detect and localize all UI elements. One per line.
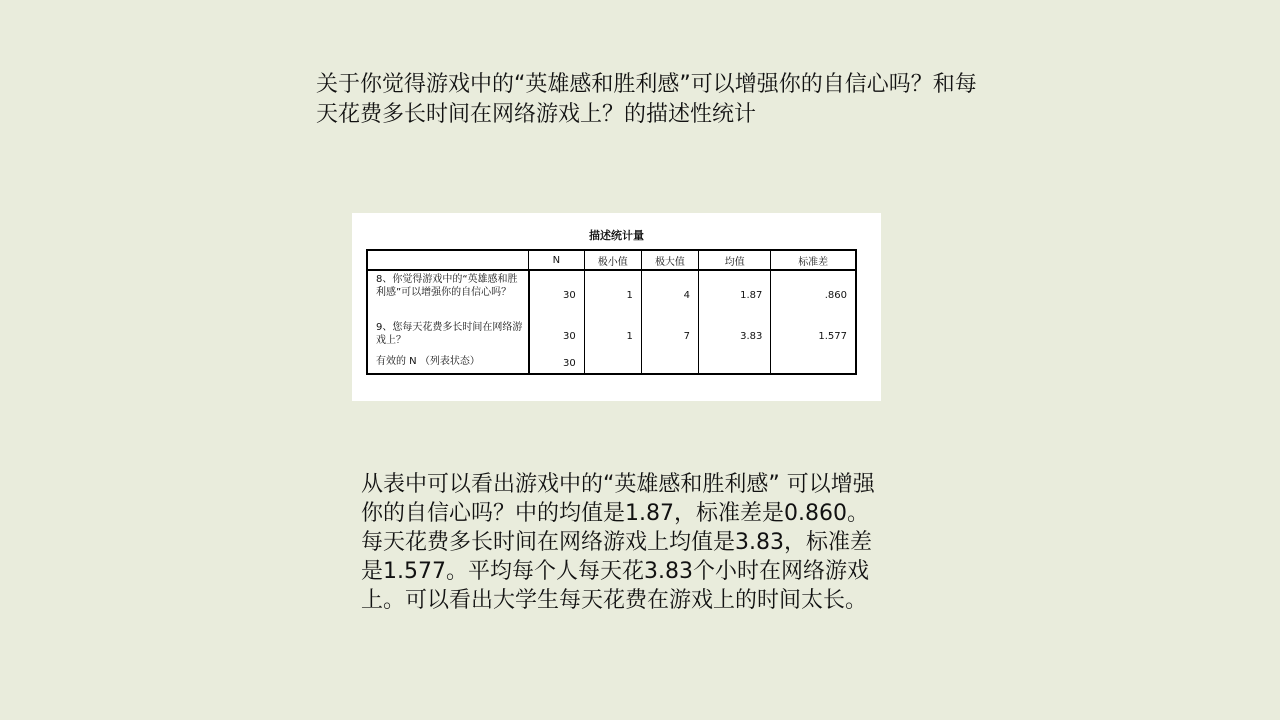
table-cell: 3.83 — [699, 319, 771, 353]
row-header-blank — [367, 250, 529, 270]
descriptive-statistics-table — [366, 249, 857, 375]
table-cell — [771, 353, 856, 374]
table-cell: 1 — [584, 270, 641, 319]
table-cell: 7 — [641, 319, 698, 353]
row-label: 有效的 N （列表状态） — [367, 353, 529, 374]
table-row — [367, 270, 856, 319]
descriptive-statistics-table-image — [352, 213, 881, 401]
table-cell — [584, 353, 641, 374]
slide-title: 关于你觉得游戏中的“英雄感和胜利感”可以增强你的自信心吗？和每天花费多长时间在网络游戏上？的描述性统计 — [316, 72, 977, 127]
table-row — [367, 319, 856, 353]
table-row — [367, 353, 856, 374]
table-cell: 1 — [584, 319, 641, 353]
table-cell — [699, 353, 771, 374]
column-header: N — [529, 250, 585, 270]
column-header: 均值 — [699, 250, 771, 270]
column-header: 标准差 — [771, 250, 856, 270]
table-caption: 描述统计量 — [589, 229, 644, 242]
table-cell — [641, 353, 698, 374]
table-cell: 1.87 — [699, 270, 771, 319]
column-header: 极大值 — [641, 250, 698, 270]
table-cell: 30 — [563, 330, 576, 342]
table-cell: 30 — [563, 289, 576, 301]
table-header-row — [367, 250, 856, 270]
table-cell: 30 — [563, 357, 576, 369]
table-cell: 4 — [641, 270, 698, 319]
row-label: 8、你觉得游戏中的“英雄感和胜利感”可以增强你的自信心吗？ — [367, 270, 529, 319]
row-label: 9、您每天花费多长时间在网络游戏上？ — [367, 319, 529, 353]
table-cell: .860 — [771, 270, 856, 319]
conclusion-text: 从表中可以看出游戏中的“英雄感和胜利感” 可以增强你的自信心吗？中的均值是1.87，标准差是0.860。每天花费多长时间在网络游戏上均值是3.83，标准差是1.577。平均每个人每天花3.83个小时在网络游戏上。可以看出大学生每天花费在游戏上的时间太长。 — [361, 472, 875, 613]
column-header: 极小值 — [584, 250, 641, 270]
table-cell: 1.577 — [771, 319, 856, 353]
